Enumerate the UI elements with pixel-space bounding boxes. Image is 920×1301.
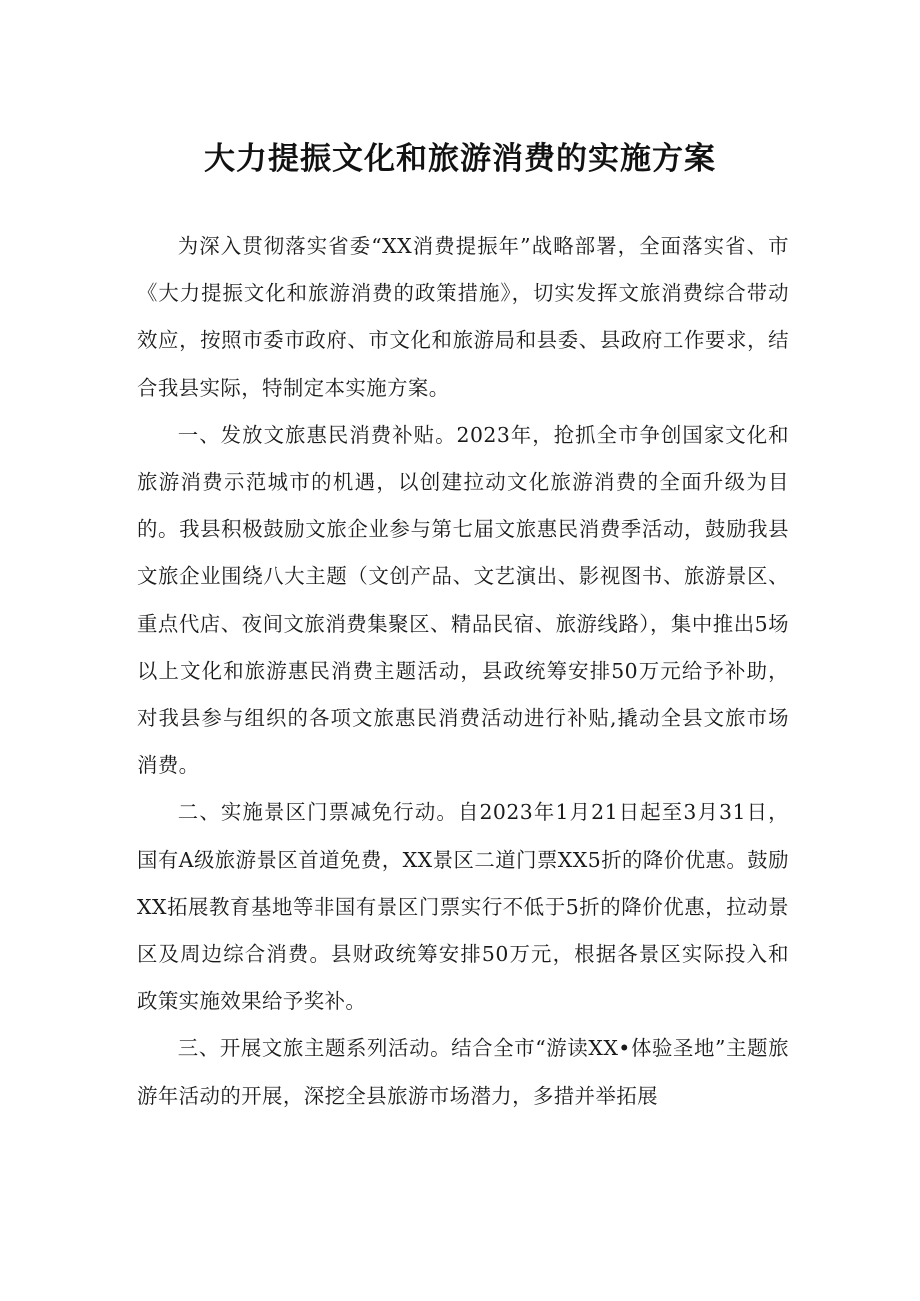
document-body xyxy=(137,223,789,1120)
paragraph-ticket-reduction: 二、实施景区门票减免行动。自2023年1月21日起至3月31日，国有A级旅游景区首道免费，XX景区二道门票XX5折的降价优惠。鼓励XX拓展教育基地等非国有景区门票实行不低于5折的降价优惠，拉动景区及周边综合消费。县财政统筹安排50万元，根据各景区实际投入和政策实施效果给予奖补。 xyxy=(137,800,789,1014)
paragraph-consumption-subsidy: 一、发放文旅惠民消费补贴。2023年，抢抓全市争创国家文化和旅游消费示范城市的机遇，以创建拉动文化旅游消费的全面升级为目的。我县积极鼓励文旅企业参与第七届文旅惠民消费季活动，鼓励我县文旅企业围绕八大主题（文创产品、文艺演出、影视图书、旅游景区、重点代店、夜间文旅消费集聚区、精品民宿、旅游线路），集中推出5场以上文化和旅游惠民消费主题活动，县政统筹安排50万元给予补助，对我县参与组织的各项文旅惠民消费活动进行补贴,撬动全县文旅市场消费。 xyxy=(137,422,789,778)
document-title: 大力提振文化和旅游消费的实施方案 xyxy=(204,141,716,177)
paragraph-theme-activities: 三、开展文旅主题系列活动。结合全市“游读XX•体验圣地”主题旅游年活动的开展，深挖全县旅游市场潜力，多措并举拓展 xyxy=(137,1036,789,1108)
paragraph-intro: 为深入贯彻落实省委“XX消费提振年”战略部署，全面落实省、市《大力提振文化和旅游消费的政策措施》，切实发挥文旅消费综合带动效应，按照市委市政府、市文化和旅游局和县委、县政府工作要求，结合我县实际，特制定本实施方案。 xyxy=(137,234,789,400)
